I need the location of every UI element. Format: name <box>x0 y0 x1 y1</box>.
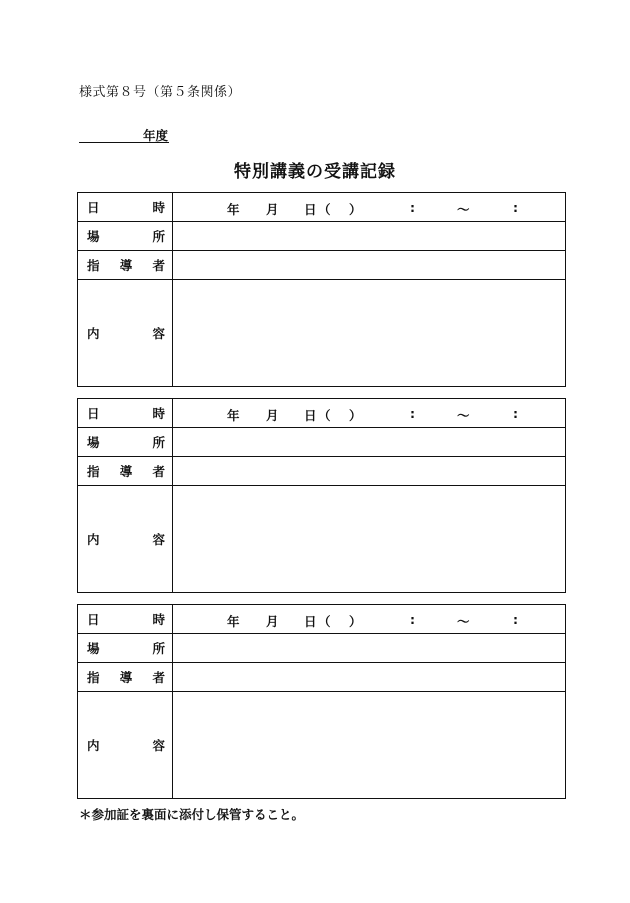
content-field[interactable] <box>173 486 566 593</box>
datetime-label: 日 時 <box>87 612 165 627</box>
instructor-field[interactable] <box>173 251 566 280</box>
instructor-label: 指 導 者 <box>87 258 165 273</box>
place-label: 場 所 <box>87 229 165 244</box>
lecture-record-3 <box>77 604 566 799</box>
datetime-label: 日 時 <box>87 200 165 215</box>
fiscal-year-label: 年度 <box>142 128 168 143</box>
footnote: ＊参加証を裏面に添付し保管すること。 <box>79 807 305 822</box>
instructor-label: 指 導 者 <box>87 670 165 685</box>
place-field[interactable] <box>173 428 566 457</box>
place-label: 場 所 <box>87 641 165 656</box>
datetime-field[interactable]: 年 月 日 （ ） : 〜 : <box>173 193 566 222</box>
instructor-label: 指 導 者 <box>87 464 165 479</box>
form-number: 様式第８号（第５条関係） <box>79 85 242 100</box>
instructor-field[interactable] <box>173 457 566 486</box>
datetime-field[interactable]: 年 月 日 （ ） : 〜 : <box>173 605 566 634</box>
place-field[interactable] <box>173 222 566 251</box>
instructor-field[interactable] <box>173 663 566 692</box>
content-field[interactable] <box>173 692 566 799</box>
place-field[interactable] <box>173 634 566 663</box>
fiscal-year-field[interactable] <box>79 126 169 143</box>
page-title: 特別講義の受講記録 <box>234 162 396 182</box>
datetime-label: 日 時 <box>87 406 165 421</box>
place-label: 場 所 <box>87 435 165 450</box>
lecture-record-1 <box>77 192 566 387</box>
content-label: 内 容 <box>87 532 165 547</box>
content-field[interactable] <box>173 280 566 387</box>
content-label: 内 容 <box>87 326 165 341</box>
content-label: 内 容 <box>87 738 165 753</box>
lecture-record-2 <box>77 398 566 593</box>
datetime-field[interactable]: 年 月 日 （ ） : 〜 : <box>173 399 566 428</box>
